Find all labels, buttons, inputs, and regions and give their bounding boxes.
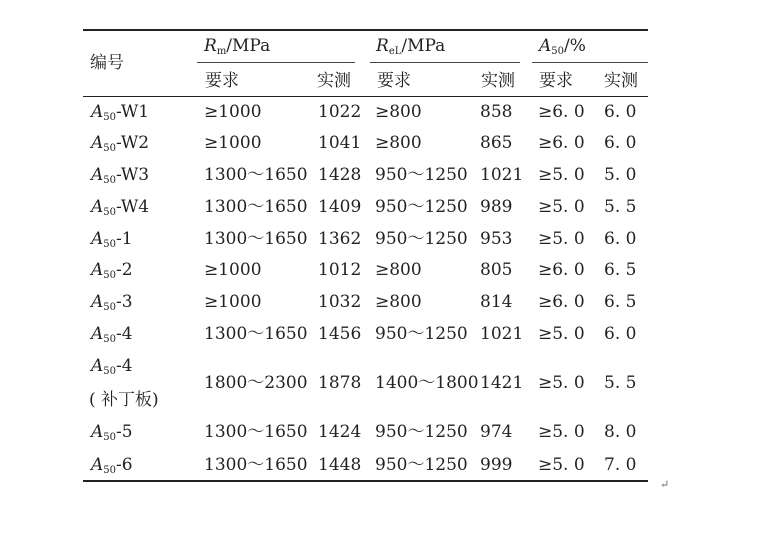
header-rm-meas: 实测 — [317, 71, 351, 91]
header-rel — [376, 36, 445, 62]
cell-a-meas: 5. 0 — [604, 165, 637, 185]
row-id — [91, 455, 133, 481]
table-top-rule — [83, 29, 648, 31]
id-subscript: 50 — [103, 112, 117, 123]
cell-rel-req: 950～1250 — [375, 455, 468, 475]
header-a-req: 要求 — [539, 71, 573, 91]
id-suffix: -W3 — [116, 165, 150, 185]
cell-rel-req: 950～1250 — [375, 324, 468, 344]
id-subscript: 50 — [103, 302, 117, 313]
id-suffix: -1 — [116, 229, 133, 249]
cell-rel-meas: 999 — [480, 455, 513, 475]
row-id-note: ( 补丁板) — [89, 390, 159, 410]
id-suffix: -3 — [116, 292, 133, 312]
cell-rm-meas: 1032 — [318, 292, 362, 312]
id-subscript: 50 — [103, 366, 117, 377]
id-symbol: A — [91, 229, 104, 249]
cell-rm-meas: 1012 — [318, 260, 362, 280]
cell-rm-req: 1300～1650 — [204, 422, 308, 442]
row-id — [91, 165, 149, 191]
cell-rm-meas: 1022 — [318, 102, 362, 122]
id-subscript: 50 — [103, 432, 117, 443]
cell-rm-req: 1300～1650 — [204, 165, 308, 185]
row-id — [91, 197, 149, 223]
cell-rel-req: 950～1250 — [375, 197, 468, 217]
a-group-rule — [532, 62, 648, 63]
cell-rm-meas: 1878 — [318, 373, 362, 393]
cell-rel-meas: 989 — [480, 197, 513, 217]
cell-rm-req: 1800～2300 — [204, 373, 308, 393]
id-suffix: -4 — [116, 356, 133, 376]
id-subscript: 50 — [103, 334, 117, 345]
id-subscript: 50 — [103, 175, 117, 186]
cell-rm-req: ≥1000 — [204, 260, 262, 280]
cell-rel-req: ≥800 — [375, 292, 422, 312]
a-subscript: 50 — [551, 46, 565, 57]
cell-rel-meas: 865 — [480, 133, 513, 153]
rel-unit: /MPa — [401, 36, 446, 56]
header-rm — [204, 36, 270, 62]
a-symbol: A — [539, 36, 552, 56]
cell-a-meas: 6. 5 — [604, 292, 637, 312]
paragraph-mark: ↵ — [660, 478, 670, 491]
cell-rm-req: ≥1000 — [204, 133, 262, 153]
cell-a-req: ≥5. 0 — [538, 197, 585, 217]
cell-a-meas: 7. 0 — [604, 455, 637, 475]
cell-rm-meas: 1041 — [318, 133, 362, 153]
cell-rm-req: ≥1000 — [204, 102, 262, 122]
a-unit: /% — [564, 36, 586, 56]
cell-a-meas: 6. 5 — [604, 260, 637, 280]
id-subscript: 50 — [103, 143, 117, 154]
cell-a-req: ≥6. 0 — [538, 133, 585, 153]
id-symbol: A — [91, 356, 104, 376]
rel-symbol: R — [376, 36, 389, 56]
cell-rel-req: ≥800 — [375, 102, 422, 122]
cell-a-req: ≥5. 0 — [538, 229, 585, 249]
row-id — [91, 102, 149, 128]
cell-rel-meas: 1021 — [480, 324, 524, 344]
cell-rel-req: ≥800 — [375, 260, 422, 280]
cell-rel-req: 950～1250 — [375, 165, 468, 185]
row-id — [91, 292, 133, 318]
id-suffix: -2 — [116, 260, 133, 280]
cell-rm-meas: 1428 — [318, 165, 362, 185]
header-id: 编号 — [90, 53, 124, 73]
id-suffix: -5 — [116, 422, 133, 442]
header-a-meas: 实测 — [604, 71, 638, 91]
id-subscript: 50 — [103, 239, 117, 250]
cell-rm-req: ≥1000 — [204, 292, 262, 312]
cell-rm-req: 1300～1650 — [204, 324, 308, 344]
cell-rel-meas: 858 — [480, 102, 513, 122]
rel-subscript: eL — [388, 46, 402, 57]
id-suffix: -6 — [116, 455, 133, 475]
cell-rm-meas: 1409 — [318, 197, 362, 217]
id-symbol: A — [91, 165, 104, 185]
cell-rm-meas: 1362 — [318, 229, 362, 249]
cell-a-meas: 5. 5 — [604, 197, 637, 217]
cell-a-req: ≥5. 0 — [538, 324, 585, 344]
row-id — [91, 229, 133, 255]
id-symbol: A — [91, 260, 104, 280]
cell-rel-req: 1400～1800 — [375, 373, 479, 393]
rel-group-rule — [370, 62, 520, 63]
id-subscript: 50 — [103, 270, 117, 281]
header-rm-req: 要求 — [205, 71, 239, 91]
id-symbol: A — [91, 133, 104, 153]
id-subscript: 50 — [103, 465, 117, 476]
cell-rel-req: 950～1250 — [375, 422, 468, 442]
row-id — [91, 422, 133, 448]
id-suffix: -4 — [116, 324, 133, 344]
cell-rel-meas: 814 — [480, 292, 513, 312]
cell-rel-req: 950～1250 — [375, 229, 468, 249]
id-symbol: A — [91, 197, 104, 217]
cell-rm-req: 1300～1650 — [204, 197, 308, 217]
header-a — [539, 36, 586, 62]
table-bottom-rule — [83, 480, 648, 482]
cell-rel-meas: 805 — [480, 260, 513, 280]
id-suffix: -W1 — [116, 102, 150, 122]
cell-rm-meas: 1448 — [318, 455, 362, 475]
row-id — [91, 324, 133, 350]
rm-subscript: m — [216, 46, 227, 57]
id-suffix: -W2 — [116, 133, 150, 153]
header-rel-meas: 实测 — [481, 71, 515, 91]
id-symbol: A — [91, 324, 104, 344]
row-id — [91, 260, 133, 286]
header-rel-req: 要求 — [377, 71, 411, 91]
cell-rel-req: ≥800 — [375, 133, 422, 153]
cell-rel-meas: 974 — [480, 422, 513, 442]
cell-a-meas: 5. 5 — [604, 373, 637, 393]
id-symbol: A — [91, 292, 104, 312]
cell-a-req: ≥6. 0 — [538, 102, 585, 122]
cell-a-req: ≥5. 0 — [538, 422, 585, 442]
id-symbol: A — [91, 455, 104, 475]
cell-a-meas: 6. 0 — [604, 229, 637, 249]
row-id — [91, 356, 133, 382]
header-bottom-rule — [83, 96, 648, 97]
cell-a-req: ≥5. 0 — [538, 455, 585, 475]
cell-rel-meas: 1421 — [480, 373, 524, 393]
cell-a-req: ≥6. 0 — [538, 260, 585, 280]
id-suffix: -W4 — [116, 197, 150, 217]
cell-a-meas: 8. 0 — [604, 422, 637, 442]
cell-rm-meas: 1456 — [318, 324, 362, 344]
cell-a-meas: 6. 0 — [604, 133, 637, 153]
cell-a-meas: 6. 0 — [604, 324, 637, 344]
cell-rm-meas: 1424 — [318, 422, 362, 442]
cell-rel-meas: 1021 — [480, 165, 524, 185]
id-symbol: A — [91, 102, 104, 122]
cell-rel-meas: 953 — [480, 229, 513, 249]
rm-symbol: R — [204, 36, 217, 56]
id-symbol: A — [91, 422, 104, 442]
row-id — [91, 133, 149, 159]
cell-a-req: ≥5. 0 — [538, 165, 585, 185]
cell-rm-req: 1300～1650 — [204, 229, 308, 249]
id-subscript: 50 — [103, 207, 117, 218]
cell-a-req: ≥6. 0 — [538, 292, 585, 312]
cell-a-req: ≥5. 0 — [538, 373, 585, 393]
cell-a-meas: 6. 0 — [604, 102, 637, 122]
rm-unit: /MPa — [226, 36, 271, 56]
cell-rm-req: 1300～1650 — [204, 455, 308, 475]
rm-group-rule — [197, 62, 355, 63]
